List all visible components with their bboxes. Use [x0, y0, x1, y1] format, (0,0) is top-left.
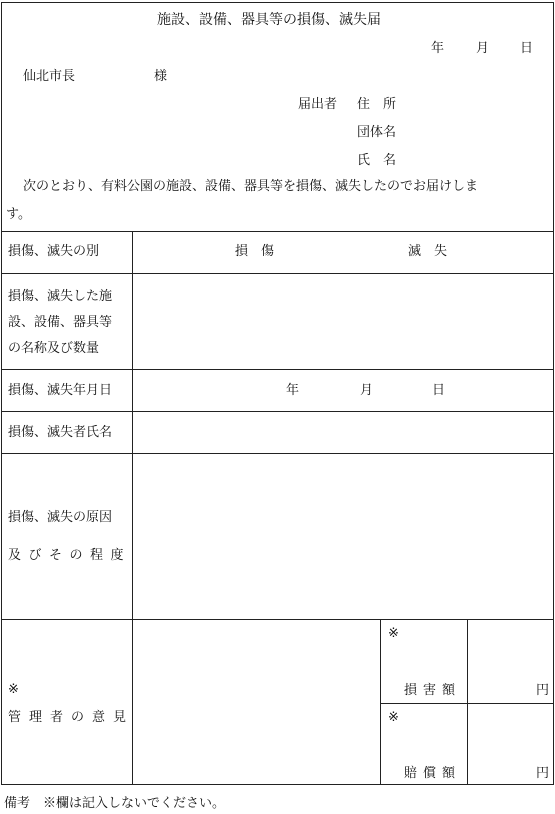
date-year-label: 年 [431, 41, 445, 56]
items-label-line-2: 設、設備、器具等 [8, 315, 113, 330]
divider [2, 619, 553, 620]
cause-label-line-1: 損傷、滅失の原因 [8, 510, 113, 525]
date-row-month: 月 [360, 383, 374, 398]
address-field-label: 住 所 [357, 97, 397, 112]
divider [2, 231, 553, 232]
divider [2, 453, 553, 454]
cause-label-line-2: 及びその程度 [8, 548, 132, 563]
items-label-line-3: の名称及び数量 [8, 341, 100, 356]
compensation-amount-mark: ※ [388, 710, 399, 725]
divider [380, 619, 381, 784]
admin-opinion-label: 管理者の意見 [8, 710, 135, 725]
admin-mark: ※ [8, 682, 19, 697]
date-row-year: 年 [286, 383, 300, 398]
footer-note: 備考 ※欄は記入しないでください。 [4, 796, 226, 811]
items-label-line-1: 損傷、滅失した施 [8, 289, 113, 304]
divider [132, 231, 133, 784]
date-row-day: 日 [432, 383, 446, 398]
type-option-damage: 損 傷 [235, 244, 275, 259]
damage-amount-label: 損害額 [404, 683, 462, 698]
submitter-label: 届出者 [298, 97, 338, 112]
compensation-amount-label: 賠償額 [404, 766, 462, 781]
honorific: 様 [154, 69, 168, 84]
form-title: 施設、設備、器具等の損傷、滅失届 [157, 12, 381, 28]
damage-loss-report-form [1, 2, 554, 785]
organization-field-label: 団体名 [357, 125, 397, 140]
damage-amount-mark: ※ [388, 626, 399, 641]
date-month-label: 月 [476, 41, 490, 56]
divider [2, 273, 553, 274]
divider [2, 411, 553, 412]
compensation-amount-unit: 円 [536, 766, 550, 781]
date-row-label: 損傷、滅失年月日 [8, 383, 113, 398]
damage-amount-unit: 円 [536, 683, 550, 698]
date-day-label: 日 [520, 41, 534, 56]
type-option-loss: 滅 失 [408, 244, 448, 259]
type-label: 損傷、滅失の別 [8, 244, 100, 259]
person-label: 損傷、滅失者氏名 [8, 425, 113, 440]
divider [2, 369, 553, 370]
name-field-label: 氏 名 [357, 153, 397, 168]
statement-line-1: 次のとおり、有料公園の施設、設備、器具等を損傷、滅失したのでお届けしま [23, 179, 479, 194]
divider [467, 619, 468, 784]
statement-line-2: す。 [6, 207, 31, 222]
addressee: 仙北市長 [23, 69, 76, 84]
